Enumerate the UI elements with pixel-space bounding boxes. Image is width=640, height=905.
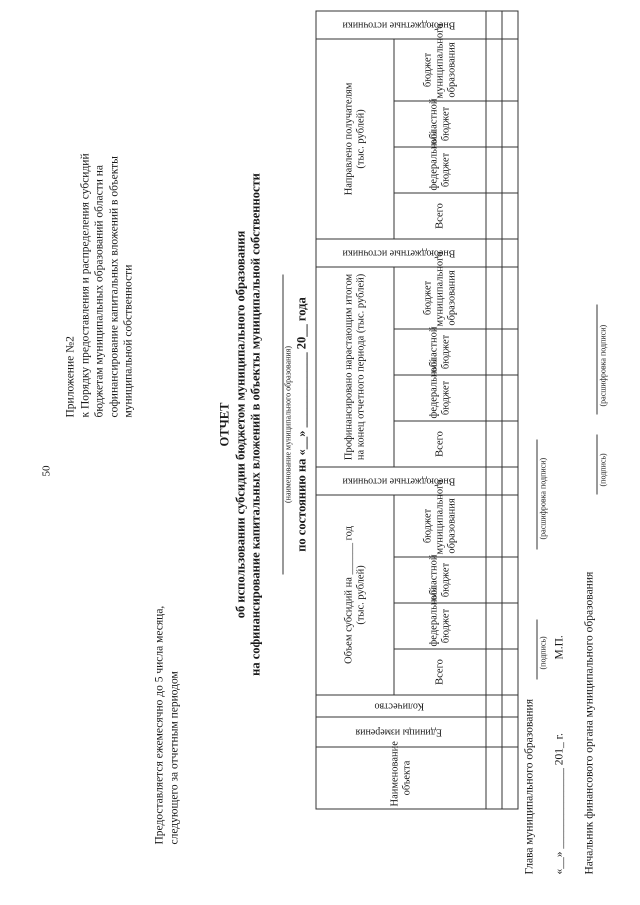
col-unit bbox=[316, 717, 486, 747]
col-quantity-label: Количество bbox=[374, 701, 424, 712]
deadline-note bbox=[153, 525, 182, 845]
appendix-title: Приложение №2 bbox=[64, 336, 77, 418]
col-extra-label: Внебюджетные источники bbox=[342, 19, 456, 31]
municipality-caption: (наименование муниципального образования) bbox=[283, 346, 293, 503]
finance-decode-caption: (расшифровка подписи) bbox=[598, 324, 608, 407]
group-sent-unit: (тыс. рублей) bbox=[355, 109, 366, 169]
finance-signature-line bbox=[597, 435, 598, 495]
appendix-line: бюджетам муниципальных образований области на bbox=[93, 164, 106, 418]
group-financed-title: Профинансировано нарастающим итогом на конец отчетного периода (тыс. рублей) bbox=[343, 273, 366, 461]
appendix-block bbox=[64, 0, 137, 418]
report-table bbox=[316, 10, 519, 809]
appendix-line: софинансирование капитальных вложений в объекты bbox=[108, 156, 120, 418]
group-subsidy-title: Объем субсидий на ______ год bbox=[343, 526, 354, 664]
finance-decode-line bbox=[597, 305, 598, 415]
head-signature-line bbox=[537, 620, 538, 680]
report-subtitle: об использовании субсидии бюджетом муниципального образования bbox=[233, 230, 247, 619]
sub-municipal: бюджет муниципального образования bbox=[394, 267, 486, 329]
group-sent bbox=[316, 39, 394, 239]
report-title: ОТЧЕТ bbox=[217, 402, 232, 447]
group-subsidy-unit: (тыс. рублей) bbox=[355, 565, 366, 625]
sub-regional: областной бюджет bbox=[394, 557, 486, 603]
appendix-line: к Порядку предоставления и распределения субсидий bbox=[79, 153, 91, 418]
as-of-date: по состоянию на «__» ____________ 20__ года bbox=[294, 297, 309, 552]
sub-federal: федеральный бюджет bbox=[394, 375, 486, 421]
stamp-place: М.П. bbox=[553, 635, 566, 660]
col-extra-label: Внебюджетные источники bbox=[342, 475, 456, 487]
finance-signature-label: Начальник финансового органа муниципального образования bbox=[583, 571, 596, 875]
head-decode-caption: (расшифровка подписи) bbox=[538, 457, 548, 540]
deadline-line: Предоставляется ежемесячно до 5 числа месяца, bbox=[153, 605, 166, 845]
col-extra-2 bbox=[316, 239, 486, 267]
date-line: «__» ______________ 201_ г. bbox=[553, 733, 566, 875]
sub-total: Всего bbox=[394, 421, 486, 467]
col-extra-1 bbox=[316, 467, 486, 495]
table-row bbox=[502, 11, 518, 809]
deadline-line: следующего за отчетным периодом bbox=[168, 671, 180, 845]
group-sent-title: Направлено получателям bbox=[343, 82, 354, 196]
col-object-name: Наименование объекта bbox=[316, 747, 486, 809]
sub-municipal: бюджет муниципального образования bbox=[394, 495, 486, 557]
table-row bbox=[486, 11, 502, 809]
finance-signature-caption: (подпись) bbox=[598, 453, 608, 487]
col-extra-3 bbox=[316, 11, 486, 39]
col-extra-label: Внебюджетные источники bbox=[342, 247, 456, 259]
rotated-sheet bbox=[1, 0, 640, 905]
sub-regional: областной бюджет bbox=[394, 101, 486, 147]
col-quantity bbox=[316, 695, 486, 717]
page-number: 50 bbox=[40, 465, 53, 477]
head-signature-caption: (подпись) bbox=[538, 636, 548, 670]
group-subsidy-volume bbox=[316, 495, 394, 695]
report-title-block bbox=[218, 105, 265, 745]
sub-municipal: бюджет муниципального образования bbox=[394, 39, 486, 101]
head-decode-line bbox=[537, 440, 538, 550]
sub-federal: федеральный бюджет bbox=[394, 147, 486, 193]
group-financed bbox=[316, 267, 394, 467]
sub-total: Всего bbox=[394, 649, 486, 695]
appendix-line: муниципальной собственности bbox=[122, 264, 135, 418]
report-subtitle: на софинансирование капитальных вложений в объекты муниципальной собственности bbox=[248, 173, 263, 676]
col-unit-label: Единицы измерения bbox=[355, 727, 443, 738]
sub-total: Всего bbox=[394, 193, 486, 239]
sub-federal: федеральный бюджет bbox=[394, 603, 486, 649]
sub-regional: областной бюджет bbox=[394, 329, 486, 375]
head-signature-label: Глава муниципального образования bbox=[523, 699, 536, 875]
